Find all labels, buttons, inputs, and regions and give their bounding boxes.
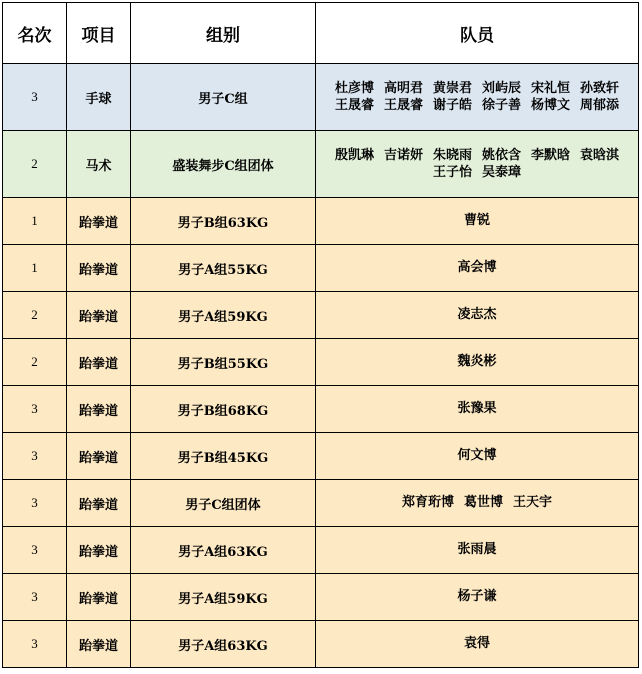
member-list <box>316 354 638 370</box>
member-name: 张豫果 <box>457 401 497 416</box>
members-cell <box>316 574 639 621</box>
event-cell: 跆拳道 <box>67 245 131 292</box>
members-cell <box>316 131 639 198</box>
member-name: 何文博 <box>457 448 497 463</box>
member-name: 孙致轩 <box>580 80 620 96</box>
members-cell <box>316 527 639 574</box>
members-cell <box>316 245 639 292</box>
event-cell: 跆拳道 <box>67 386 131 433</box>
member-name: 黄崇君 <box>432 80 472 96</box>
table-row <box>3 292 639 339</box>
member-name: 魏炎彬 <box>457 354 497 369</box>
members-cell <box>316 198 639 245</box>
event-cell: 跆拳道 <box>67 527 131 574</box>
rank-cell: 1 <box>3 245 67 292</box>
group-cell: 男子B组55KG <box>131 339 316 386</box>
header-event: 项目 <box>67 3 131 64</box>
member-name: 徐子善 <box>482 97 522 113</box>
member-list <box>316 589 638 605</box>
member-list <box>316 448 638 464</box>
table-row <box>3 64 639 131</box>
table-row <box>3 245 639 292</box>
member-list <box>316 636 638 652</box>
table-row <box>3 198 639 245</box>
member-name: 刘屿辰 <box>482 80 522 96</box>
rank-cell: 2 <box>3 339 67 386</box>
member-name: 高明君 <box>383 80 423 96</box>
group-cell: 男子A组63KG <box>131 527 316 574</box>
member-name: 王天宇 <box>513 495 553 510</box>
member-name: 朱晓雨 <box>432 147 472 163</box>
rank-cell: 3 <box>3 386 67 433</box>
table-row <box>3 131 639 198</box>
member-name: 张雨晨 <box>457 542 497 557</box>
group-cell: 男子A组59KG <box>131 574 316 621</box>
member-list <box>316 260 638 276</box>
member-name: 谢子皓 <box>432 97 472 113</box>
member-list <box>316 148 638 181</box>
group-cell: 盛装舞步C组团体 <box>131 131 316 198</box>
member-name: 吴泰璋 <box>482 164 522 180</box>
table-row <box>3 621 639 668</box>
header-group: 组别 <box>131 3 316 64</box>
member-name: 杨博文 <box>531 97 571 113</box>
members-cell <box>316 480 639 527</box>
member-name: 姚依含 <box>482 147 522 163</box>
group-cell: 男子B组63KG <box>131 198 316 245</box>
member-list <box>316 401 638 417</box>
event-cell: 跆拳道 <box>67 480 131 527</box>
header-rank: 名次 <box>3 3 67 64</box>
rank-cell: 3 <box>3 621 67 668</box>
header-row <box>3 3 639 64</box>
rank-cell: 3 <box>3 480 67 527</box>
members-cell <box>316 64 639 131</box>
member-name: 袁得 <box>463 636 490 651</box>
table-row <box>3 339 639 386</box>
header-members: 队员 <box>316 3 639 64</box>
group-cell: 男子C组团体 <box>131 480 316 527</box>
members-cell <box>316 339 639 386</box>
table-row <box>3 527 639 574</box>
group-cell: 男子A组63KG <box>131 621 316 668</box>
member-name: 周郁添 <box>580 97 620 113</box>
rank-cell: 3 <box>3 433 67 480</box>
group-cell: 男子A组59KG <box>131 292 316 339</box>
member-name: 杜彦博 <box>334 80 374 96</box>
rank-cell: 2 <box>3 131 67 198</box>
group-cell: 男子B组68KG <box>131 386 316 433</box>
group-cell: 男子A组55KG <box>131 245 316 292</box>
table-body <box>3 64 639 668</box>
group-cell: 男子B组45KG <box>131 433 316 480</box>
member-name: 王晟睿 <box>383 97 423 113</box>
event-cell: 跆拳道 <box>67 621 131 668</box>
member-name: 殷凯琳 <box>334 147 374 163</box>
members-cell <box>316 621 639 668</box>
event-cell: 手球 <box>67 64 131 131</box>
member-name: 王子怡 <box>432 164 472 180</box>
member-name: 王晟睿 <box>334 97 374 113</box>
member-list <box>316 542 638 558</box>
event-cell: 跆拳道 <box>67 433 131 480</box>
member-name: 宋礼恒 <box>531 80 571 96</box>
member-name: 高会博 <box>457 260 497 275</box>
event-cell: 跆拳道 <box>67 292 131 339</box>
awards-table <box>2 2 639 668</box>
member-list <box>316 81 638 114</box>
member-name: 曹锐 <box>463 213 490 228</box>
members-cell <box>316 386 639 433</box>
member-name: 袁晗淇 <box>580 147 620 163</box>
member-list <box>316 495 638 511</box>
table-row <box>3 386 639 433</box>
members-cell <box>316 433 639 480</box>
member-name: 凌志杰 <box>457 307 497 322</box>
group-cell: 男子C组 <box>131 64 316 131</box>
rank-cell: 1 <box>3 198 67 245</box>
member-list <box>316 213 638 229</box>
member-name: 吉诺妍 <box>383 147 423 163</box>
event-cell: 跆拳道 <box>67 198 131 245</box>
members-cell <box>316 292 639 339</box>
rank-cell: 3 <box>3 64 67 131</box>
rank-cell: 2 <box>3 292 67 339</box>
rank-cell: 3 <box>3 574 67 621</box>
member-name: 葛世博 <box>463 495 503 510</box>
event-cell: 跆拳道 <box>67 574 131 621</box>
rank-cell: 3 <box>3 527 67 574</box>
table-row <box>3 480 639 527</box>
event-cell: 跆拳道 <box>67 339 131 386</box>
member-list <box>316 307 638 323</box>
table-row <box>3 574 639 621</box>
member-name: 郑育珩博 <box>401 495 454 510</box>
table-row <box>3 433 639 480</box>
member-name: 杨子谦 <box>457 589 497 604</box>
member-name: 李默晗 <box>531 147 571 163</box>
event-cell: 马术 <box>67 131 131 198</box>
